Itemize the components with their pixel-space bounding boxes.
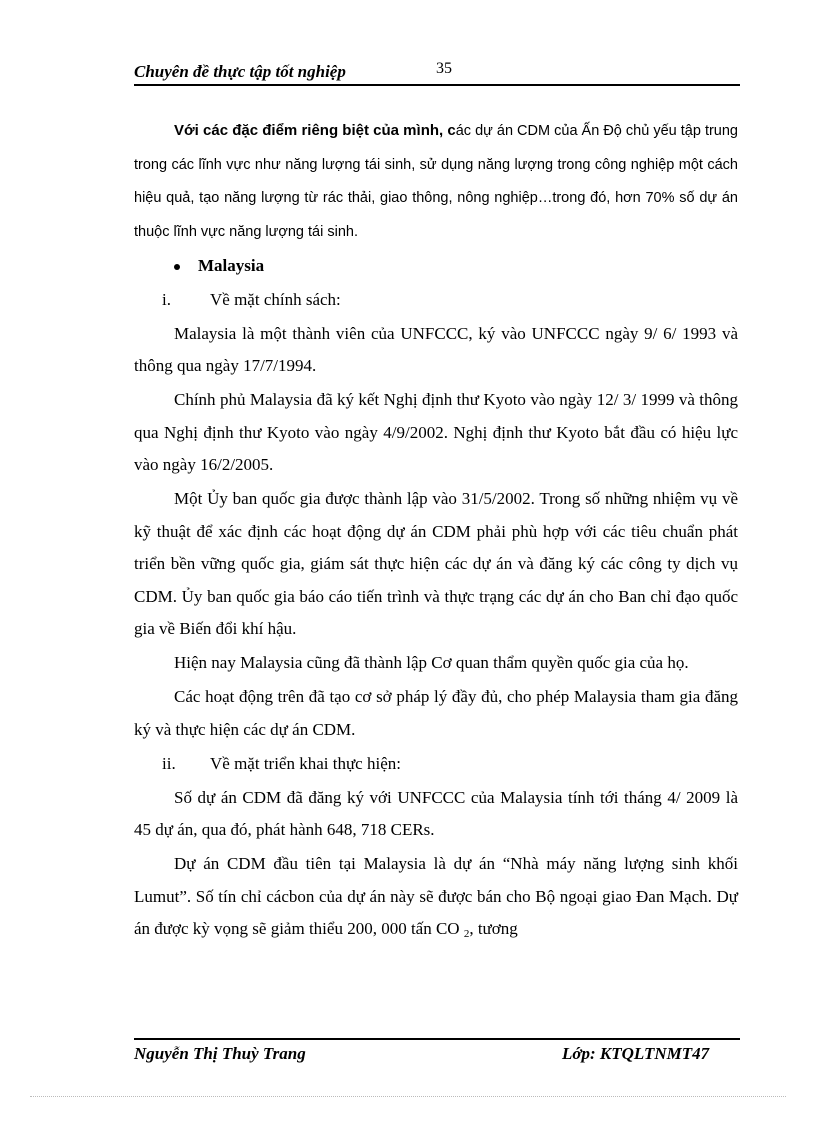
header-title: Chuyên đề thực tập tốt nghiệp	[134, 62, 346, 81]
section-heading-implementation	[134, 748, 738, 781]
paragraph-dna: Hiện nay Malaysia cũng đã thành lập Cơ quan thẩm quyền quốc gia của họ.	[174, 653, 689, 672]
intro-paragraph	[134, 114, 738, 248]
paragraph-kyoto: Chính phủ Malaysia đã ký kết Nghị định thư Kyoto vào ngày 12/ 3/ 1999 và thông qua Nghị định thư Kyoto vào ngày 4/9/2002. Nghị định thư Kyoto bắt đầu có hiệu lực vào ngày 16/2/2005.	[134, 390, 738, 474]
paragraph-national-committee: Một Ủy ban quốc gia được thành lập vào 31/5/2002. Trong số những nhiệm vụ về kỹ thuật để xác định các hoạt động dự án CDM phải phù hợp với các tiêu chuẩn phát triển bền vững quốc gia, giám sát thực hiện các dự án và đăng ký các công ty dịch vụ CDM. Ủy ban quốc gia báo cáo tiến trình và thực trạng các dự án cho Ban chỉ đạo quốc gia về Biến đổi khí hậu.	[134, 489, 738, 638]
bullet-icon	[174, 264, 180, 270]
first-project-text: Dự án CDM đầu tiên tại Malaysia là dự án “Nhà máy năng lượng sinh khối Lumut”. Số tín chỉ cácbon của dự án này sẽ được bán cho Bộ ngoại giao Đan Mạch. Dự án được kỳ vọng sẽ giảm thiểu 200, 000 tấn CO	[134, 854, 738, 938]
first-project-tail: , tương	[469, 919, 518, 938]
paragraph-project-count: Số dự án CDM đã đăng ký với UNFCCC của Malaysia tính tới tháng 4/ 2009 là 45 dự án, qua đó, phát hành 648, 718 CERs.	[134, 787, 738, 839]
paragraph-first-project	[134, 848, 738, 951]
page-header	[134, 58, 740, 84]
page-edge-line	[30, 1096, 786, 1097]
paragraph-legal-basis: Các hoạt động trên đã tạo cơ sở pháp lý đầy đủ, cho phép Malaysia tham gia đăng ký và thực hiện các dự án CDM.	[134, 687, 738, 739]
bullet-heading-malaysia	[134, 250, 738, 283]
section-number: i.	[162, 289, 171, 309]
bullet-heading-text: Malaysia	[198, 255, 265, 275]
section-title: Về mặt chính sách:	[210, 289, 341, 309]
paragraph-unfccc: Malaysia là một thành viên của UNFCCC, ký vào UNFCCC ngày 9/ 6/ 1993 và thông qua ngày 17/7/1994.	[134, 323, 738, 375]
section-number: ii.	[162, 753, 176, 773]
footer-class: Lớp: KTQLTNMT47	[562, 1044, 710, 1063]
footer-author: Nguyễn Thị Thuỳ Trang	[134, 1044, 306, 1063]
page-number: 35	[436, 60, 452, 77]
footer-divider	[134, 1038, 740, 1040]
section-heading-policy	[134, 284, 738, 317]
document-body	[134, 114, 738, 952]
intro-bold-text: Với các đặc điểm riêng biệt của mình, c	[174, 122, 456, 139]
header-divider	[134, 84, 740, 86]
section-title: Về mặt triển khai thực hiện:	[210, 753, 401, 773]
co2-subscript: 2	[463, 928, 470, 940]
intro-rest-text: ác dự án CDM của Ấn Độ chủ yếu tập trung trong các lĩnh vực như năng lượng tái sinh, sử dụng năng lượng trong công nghiệp một cách hiệu quả, tạo năng lượng từ rác thải, giao thông, nông nghiệp…trong đó, hơn 70% số dự án thuộc lĩnh vực năng lượng tái sinh.	[134, 123, 739, 240]
